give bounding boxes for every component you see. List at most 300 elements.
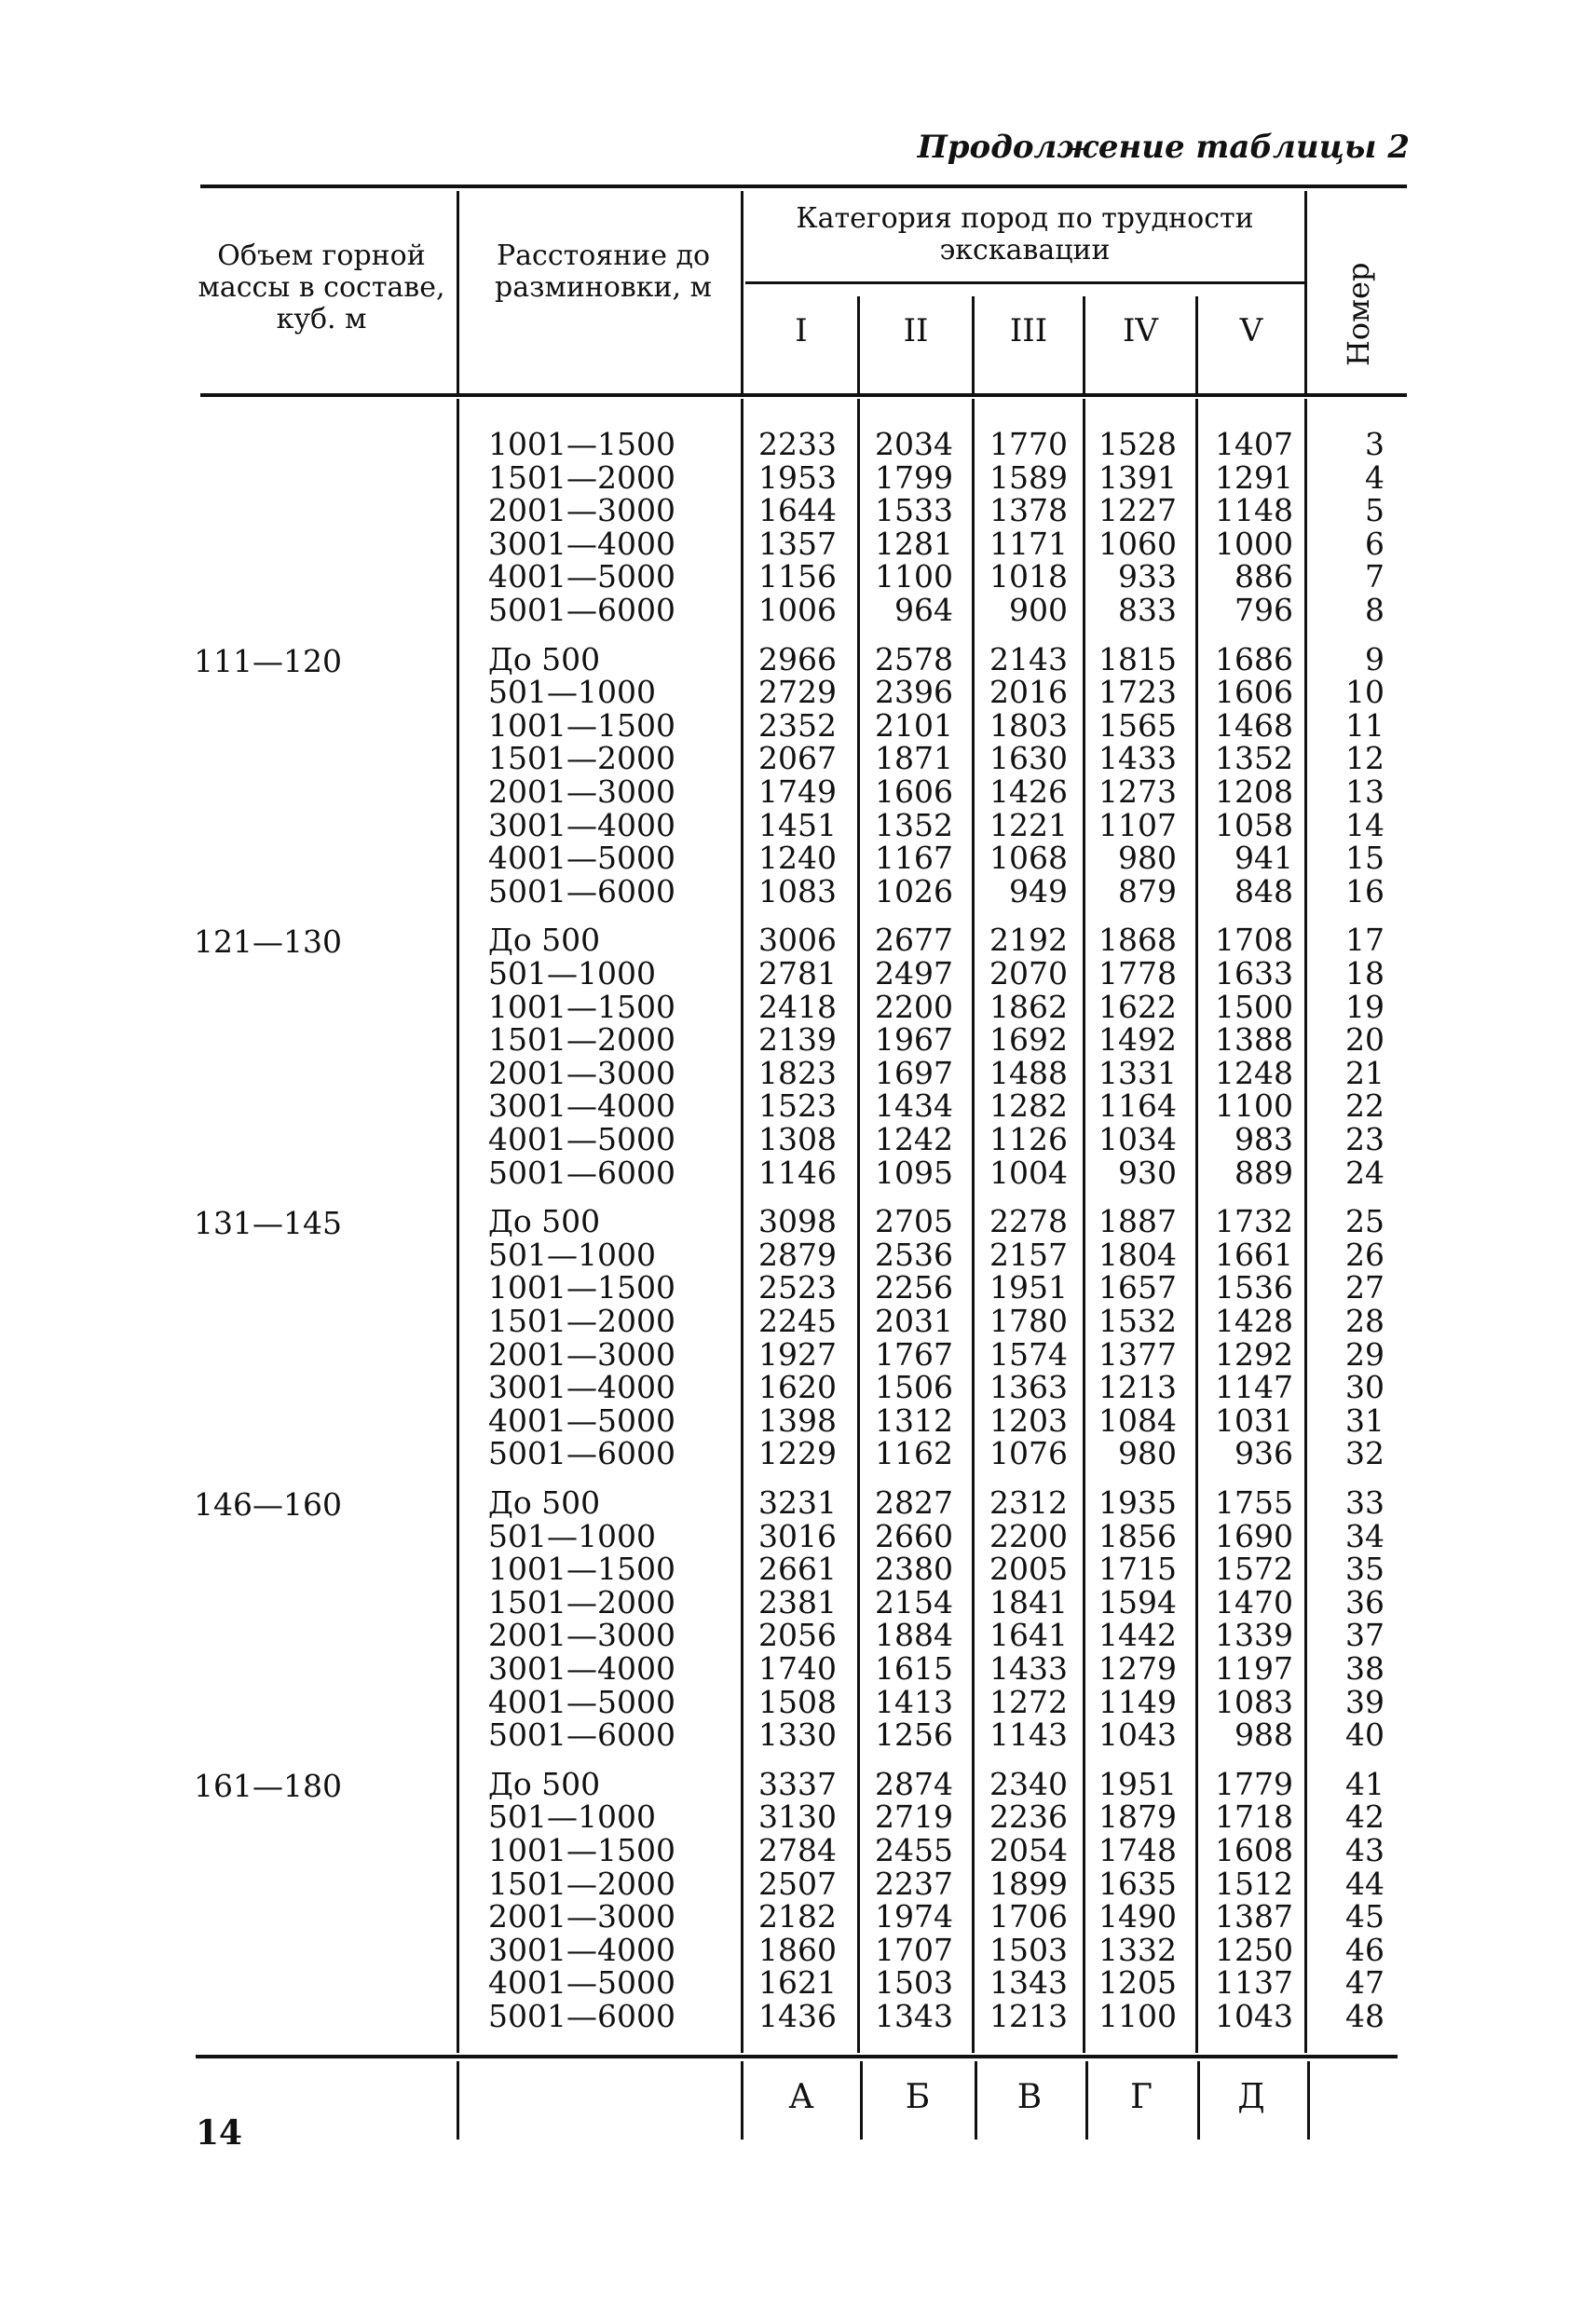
cat-3-cell: 1213 (989, 1998, 1068, 2034)
distance-cell: 1001—1500 (488, 1551, 675, 1588)
body-bottom-rule (196, 2055, 1398, 2058)
cat-1-cell: 2233 (758, 426, 837, 462)
cat-2-cell: 2237 (875, 1865, 953, 1902)
cat-1-cell: 1308 (758, 1121, 837, 1157)
cat-3-cell: 1126 (989, 1121, 1068, 1157)
cat-1-cell: 1240 (758, 840, 837, 877)
cat-3-cell: 2236 (989, 1798, 1068, 1836)
cat-2-cell: 1162 (875, 1435, 953, 1472)
cat-4-cell: 879 (1118, 872, 1177, 909)
group-volume-label: 131—145 (194, 1205, 342, 1242)
distance-cell: 1001—1500 (488, 988, 675, 1025)
distance-cell: 5001—6000 (488, 1716, 675, 1754)
cat-2-cell: 964 (894, 592, 953, 628)
number-cell: 35 (1345, 1551, 1385, 1588)
cat-2-cell: 2497 (875, 955, 953, 991)
footer-divider-1 (457, 2061, 459, 2140)
cat-1-cell: 2523 (758, 1269, 837, 1306)
cat-1-cell: 1398 (758, 1402, 837, 1439)
cat-1-cell: 2245 (758, 1303, 837, 1339)
cat-2-cell: 2034 (875, 426, 953, 462)
header-cat-5: V (1239, 312, 1263, 349)
number-cell: 28 (1345, 1303, 1385, 1339)
cat-3-cell: 1221 (989, 806, 1068, 843)
cat-2-cell: 1799 (875, 458, 953, 496)
cat-5-cell: 1387 (1215, 1898, 1293, 1935)
cat-2-cell: 1967 (875, 1021, 953, 1059)
distance-cell: 5001—6000 (488, 872, 675, 909)
header-distance: Расстояние до разминовки, м (495, 239, 712, 304)
cat-5-cell: 1339 (1215, 1617, 1293, 1654)
cat-4-cell: 1723 (1098, 674, 1177, 711)
cat-5-cell: 1661 (1215, 1236, 1293, 1273)
distance-cell: 1501—2000 (488, 1583, 675, 1620)
table-row (0, 1305, 1596, 1338)
number-cell: 5 (1365, 492, 1385, 529)
distance-cell: 1501—2000 (488, 458, 675, 496)
cat-4-cell: 1528 (1098, 426, 1177, 462)
distance-cell: 2001—3000 (488, 1617, 675, 1654)
cat-3-cell: 1018 (989, 558, 1068, 595)
cat-2-cell: 1413 (875, 1683, 953, 1720)
group-volume-label: 146—160 (194, 1486, 342, 1523)
cat-3-cell: 1630 (989, 740, 1068, 777)
table-row (0, 742, 1596, 775)
cat-3-cell: 1803 (989, 706, 1068, 744)
cat-5-cell: 1248 (1215, 1054, 1293, 1091)
cat-4-cell: 1377 (1098, 1335, 1177, 1373)
cat-5-cell: 1352 (1215, 740, 1293, 777)
distance-cell: 3001—4000 (488, 1931, 675, 1968)
cat-5-cell: 1043 (1215, 1998, 1293, 2034)
cat-2-cell: 1242 (875, 1121, 953, 1157)
cat-5-cell: 983 (1235, 1121, 1293, 1157)
cat-2-cell: 2677 (875, 922, 953, 959)
number-cell: 11 (1345, 706, 1385, 744)
distance-cell: 2001—3000 (488, 492, 675, 529)
cat-3-cell: 1574 (989, 1335, 1068, 1373)
number-cell: 42 (1345, 1798, 1385, 1836)
table-row (0, 1683, 1596, 1720)
cat-4-cell: 1060 (1098, 525, 1177, 562)
cat-1-cell: 2879 (758, 1236, 837, 1273)
cat-3-cell: 1426 (989, 773, 1068, 810)
footer-divider-2 (741, 2061, 743, 2140)
distance-cell: 5001—6000 (488, 592, 675, 628)
footer-letter-g: Г (1130, 2078, 1153, 2116)
cat-3-cell: 1272 (989, 1683, 1068, 1720)
cat-3-cell: 1433 (989, 1650, 1068, 1687)
cat-4-cell: 1273 (1098, 773, 1177, 810)
distance-cell: 4001—5000 (488, 1683, 675, 1720)
number-cell: 32 (1345, 1435, 1385, 1472)
cat-4-cell: 1164 (1098, 1087, 1177, 1125)
distance-cell: До 500 (488, 922, 601, 959)
number-cell: 9 (1365, 640, 1385, 677)
cat-2-cell: 2874 (875, 1765, 953, 1802)
cat-1-cell: 3098 (758, 1203, 837, 1240)
cat-2-cell: 2827 (875, 1484, 953, 1521)
number-cell: 15 (1345, 840, 1385, 877)
group-volume-label: 121—130 (194, 923, 342, 961)
cat-4-cell: 1778 (1098, 955, 1177, 991)
cat-1-cell: 1644 (758, 492, 837, 529)
number-cell: 26 (1345, 1236, 1385, 1273)
table-row (0, 957, 1596, 991)
cat-3-cell: 1068 (989, 840, 1068, 877)
cat-4-cell: 1433 (1098, 740, 1177, 777)
page-number: 14 (196, 2113, 243, 2153)
cat-2-cell: 2031 (875, 1303, 953, 1339)
cat-1-cell: 1620 (758, 1369, 837, 1406)
number-cell: 37 (1345, 1617, 1385, 1654)
distance-cell: 1501—2000 (488, 1021, 675, 1059)
footer-letter-v: В (1016, 2078, 1043, 2116)
table-row (0, 1271, 1596, 1305)
cat-1-cell: 1436 (758, 1998, 837, 2034)
number-cell: 45 (1345, 1898, 1385, 1935)
cat-4-cell: 1594 (1098, 1583, 1177, 1620)
table-row (0, 1966, 1596, 2000)
cat-2-cell: 2578 (875, 640, 953, 677)
distance-cell: 1501—2000 (488, 1303, 675, 1339)
number-cell: 29 (1345, 1335, 1385, 1373)
cat-5-cell: 889 (1235, 1154, 1293, 1191)
cat-5-cell: 1732 (1215, 1203, 1293, 1240)
distance-cell: 501—1000 (488, 674, 656, 711)
cat-1-cell: 2352 (758, 706, 837, 744)
cat-3-cell: 2005 (989, 1551, 1068, 1588)
cat-1-cell: 1156 (758, 558, 837, 595)
header-volume: Объем горной массы в составе, куб. м (198, 239, 445, 335)
cat-1-cell: 3016 (758, 1517, 837, 1554)
number-cell: 23 (1345, 1121, 1385, 1157)
cat-3-cell: 1363 (989, 1369, 1068, 1406)
cat-2-cell: 1343 (875, 1998, 953, 2034)
cat-4-cell: 1149 (1098, 1683, 1177, 1720)
table-row (0, 1089, 1596, 1123)
cat-2-cell: 2200 (875, 988, 953, 1025)
cat-2-cell: 1503 (875, 1964, 953, 2002)
cat-2-cell: 1026 (875, 872, 953, 909)
category-underline (745, 281, 1304, 284)
cat-5-cell: 1208 (1215, 773, 1293, 810)
number-cell: 18 (1345, 955, 1385, 991)
cat-3-cell: 2143 (989, 640, 1068, 677)
cat-1-cell: 1523 (758, 1087, 837, 1125)
cat-3-cell: 1770 (989, 426, 1068, 462)
number-cell: 20 (1345, 1021, 1385, 1059)
cat-4-cell: 1887 (1098, 1203, 1177, 1240)
cat-5-cell: 1755 (1215, 1484, 1293, 1521)
number-cell: 25 (1345, 1203, 1385, 1240)
distance-cell: До 500 (488, 640, 601, 677)
cat-5-cell: 1031 (1215, 1402, 1293, 1439)
distance-cell: До 500 (488, 1203, 601, 1240)
footer-divider-3 (860, 2061, 863, 2140)
cat-5-cell: 1468 (1215, 706, 1293, 744)
number-cell: 47 (1345, 1964, 1385, 2002)
footer-letter-a: А (788, 2078, 814, 2116)
table-row (0, 1156, 1596, 1190)
cat-2-cell: 1434 (875, 1087, 953, 1125)
cat-1-cell: 2418 (758, 988, 837, 1025)
distance-cell: 5001—6000 (488, 1154, 675, 1191)
cat-1-cell: 2784 (758, 1832, 837, 1868)
cat-2-cell: 1167 (875, 840, 953, 877)
cat-1-cell: 1357 (758, 525, 837, 562)
cat-3-cell: 1862 (989, 988, 1068, 1025)
table-row (0, 1931, 1596, 1968)
cat-3-cell: 1503 (989, 1931, 1068, 1968)
cat-3-cell: 2054 (989, 1832, 1068, 1868)
col-divider-6 (1304, 191, 1307, 393)
cat-4-cell: 1331 (1098, 1054, 1177, 1091)
distance-cell: 4001—5000 (488, 558, 675, 595)
distance-cell: 2001—3000 (488, 1898, 675, 1935)
distance-cell: 1001—1500 (488, 1832, 675, 1868)
number-cell: 39 (1345, 1683, 1385, 1720)
cat-1-cell: 1823 (758, 1054, 837, 1091)
cat-3-cell: 1641 (989, 1617, 1068, 1654)
cat-5-cell: 1779 (1215, 1765, 1293, 1802)
cat-3-cell: 1171 (989, 525, 1068, 562)
cat-2-cell: 2380 (875, 1551, 953, 1588)
cat-1-cell: 1927 (758, 1335, 837, 1373)
distance-cell: 4001—5000 (488, 1121, 675, 1157)
cat-4-cell: 833 (1118, 592, 1177, 628)
cat-2-cell: 2154 (875, 1583, 953, 1620)
header-cat-4: IV (1123, 312, 1158, 349)
cat-4-cell: 1804 (1098, 1236, 1177, 1273)
table-row (0, 560, 1596, 594)
cat-4-cell: 1868 (1098, 922, 1177, 959)
table-row (0, 988, 1596, 1025)
cat-4-cell: 1635 (1098, 1865, 1177, 1902)
cat-2-cell: 1312 (875, 1402, 953, 1439)
footer-divider-5 (1085, 2061, 1088, 2140)
table-row (0, 1583, 1596, 1620)
distance-cell: До 500 (488, 1484, 601, 1521)
header-bottom-rule (200, 393, 1407, 397)
cat-2-cell: 1281 (875, 525, 953, 562)
number-cell: 12 (1345, 740, 1385, 777)
cat-2-cell: 1506 (875, 1369, 953, 1406)
cat-1-cell: 1749 (758, 773, 837, 810)
cat-3-cell: 1692 (989, 1021, 1068, 1059)
cat-5-cell: 1100 (1215, 1087, 1293, 1125)
cat-2-cell: 1974 (875, 1898, 953, 1935)
cat-1-cell: 2729 (758, 674, 837, 711)
cat-1-cell: 3130 (758, 1798, 837, 1836)
cat-3-cell: 2016 (989, 674, 1068, 711)
cat-5-cell: 1083 (1215, 1683, 1293, 1720)
table-row (0, 428, 1596, 461)
distance-cell: До 500 (488, 1765, 601, 1802)
table-row (0, 841, 1596, 875)
table-row (0, 1652, 1596, 1686)
cat-5-cell: 1512 (1215, 1865, 1293, 1902)
distance-cell: 5001—6000 (488, 1435, 675, 1472)
cat-4-cell: 1565 (1098, 706, 1177, 744)
cat-2-cell: 1697 (875, 1054, 953, 1091)
distance-cell: 1501—2000 (488, 1865, 675, 1902)
number-cell: 3 (1365, 426, 1385, 462)
number-cell: 41 (1345, 1765, 1385, 1802)
cat-1-cell: 2182 (758, 1898, 837, 1935)
number-cell: 38 (1345, 1650, 1385, 1687)
cat-4-cell: 1279 (1098, 1650, 1177, 1687)
cat-2-cell: 2719 (875, 1798, 953, 1836)
cat-4-cell: 1748 (1098, 1832, 1177, 1868)
table-row (0, 1335, 1596, 1373)
cat-4-cell: 1034 (1098, 1121, 1177, 1157)
cat-1-cell: 3337 (758, 1765, 837, 1802)
table-row (0, 1867, 1596, 1901)
number-cell: 48 (1345, 1998, 1385, 2034)
table-row (0, 594, 1596, 627)
cat-2-cell: 2536 (875, 1236, 953, 1273)
table-caption: Продолжение таблицы 2 (917, 129, 1410, 166)
footer-letter-b: Б (905, 2078, 931, 2116)
distance-cell: 1001—1500 (488, 1269, 675, 1306)
cat-4-cell: 1227 (1098, 492, 1177, 529)
table-row (0, 1718, 1596, 1752)
cat-4-cell: 1951 (1098, 1765, 1177, 1802)
cat-3-cell: 2312 (989, 1484, 1068, 1521)
cat-4-cell: 1084 (1098, 1402, 1177, 1439)
cat-5-cell: 1686 (1215, 640, 1293, 677)
cat-4-cell: 1715 (1098, 1551, 1177, 1588)
cat-2-cell: 1615 (875, 1650, 953, 1687)
number-cell: 8 (1365, 592, 1385, 628)
cat-5-cell: 1000 (1215, 525, 1293, 562)
cat-5-cell: 796 (1235, 592, 1293, 628)
cat-3-cell: 1951 (989, 1269, 1068, 1306)
cat-1-cell: 1229 (758, 1435, 837, 1472)
distance-cell: 3001—4000 (488, 1650, 675, 1687)
header-cat-3: III (1009, 312, 1048, 349)
cat-5-cell: 1470 (1215, 1583, 1293, 1620)
cat-3-cell: 1706 (989, 1898, 1068, 1935)
cat-2-cell: 2101 (875, 706, 953, 744)
cat-3-cell: 2278 (989, 1203, 1068, 1240)
cat-4-cell: 1391 (1098, 458, 1177, 496)
cat-5-cell: 1608 (1215, 1832, 1293, 1868)
number-cell: 14 (1345, 806, 1385, 843)
cat-5-cell: 1428 (1215, 1303, 1293, 1339)
cat-1-cell: 1451 (758, 806, 837, 843)
cat-3-cell: 949 (1009, 872, 1068, 909)
cat-5-cell: 1250 (1215, 1931, 1293, 1968)
cat-4-cell: 1856 (1098, 1517, 1177, 1554)
number-cell: 44 (1345, 1865, 1385, 1902)
distance-cell: 501—1000 (488, 1517, 656, 1554)
header-cat-2: II (903, 312, 929, 349)
cat-3-cell: 1899 (989, 1865, 1068, 1902)
number-cell: 30 (1345, 1369, 1385, 1406)
cat-4-cell: 1213 (1098, 1369, 1177, 1406)
number-cell: 13 (1345, 773, 1385, 810)
cat-2-cell: 1095 (875, 1154, 953, 1191)
table-row (0, 1023, 1596, 1057)
cat-1-cell: 1508 (758, 1683, 837, 1720)
cat-2-cell: 2256 (875, 1269, 953, 1306)
table-row (0, 706, 1596, 744)
cat-4-cell: 1532 (1098, 1303, 1177, 1339)
cat-2-cell: 1707 (875, 1931, 953, 1968)
cat-5-cell: 848 (1235, 872, 1293, 909)
cat-5-cell: 988 (1235, 1716, 1293, 1754)
distance-cell: 3001—4000 (488, 525, 675, 562)
header-category: Категория пород по трудности экскавации (796, 202, 1254, 267)
cat-4-cell: 1205 (1098, 1964, 1177, 2002)
distance-cell: 3001—4000 (488, 806, 675, 843)
cat-1-cell: 2966 (758, 640, 837, 677)
cat-4-cell: 1043 (1098, 1716, 1177, 1754)
cat-2-cell: 1871 (875, 740, 953, 777)
cat-2-cell: 2660 (875, 1517, 953, 1554)
distance-cell: 1001—1500 (488, 706, 675, 744)
header-cat-1: I (795, 312, 808, 349)
cat-5-cell: 1137 (1215, 1964, 1293, 2002)
cat-5-cell: 1708 (1215, 922, 1293, 959)
number-cell: 46 (1345, 1931, 1385, 1968)
table-row (0, 1404, 1596, 1438)
table-row (0, 1437, 1596, 1470)
number-cell: 33 (1345, 1484, 1385, 1521)
footer-divider-7 (1307, 2061, 1310, 2140)
cat-1-cell: 2781 (758, 955, 837, 991)
cat-3-cell: 1343 (989, 1964, 1068, 2002)
cat-4-cell: 1622 (1098, 988, 1177, 1025)
table-row (0, 676, 1596, 709)
distance-cell: 3001—4000 (488, 1369, 675, 1406)
top-rule (200, 185, 1407, 188)
cat-1-cell: 3231 (758, 1484, 837, 1521)
cat-3-cell: 2157 (989, 1236, 1068, 1273)
cat-3-cell: 1004 (989, 1154, 1068, 1191)
table-row (0, 527, 1596, 561)
distance-cell: 501—1000 (488, 1798, 656, 1836)
cat-1-cell: 2056 (758, 1617, 837, 1654)
cat-4-cell: 933 (1118, 558, 1177, 595)
cat-2-cell: 1100 (875, 558, 953, 595)
table-row (0, 1371, 1596, 1404)
distance-cell: 4001—5000 (488, 840, 675, 877)
cat-3-cell: 1488 (989, 1054, 1068, 1091)
cat-4-cell: 930 (1118, 1154, 1177, 1191)
cat-5-cell: 1407 (1215, 426, 1293, 462)
distance-cell: 3001—4000 (488, 1087, 675, 1125)
col-divider-1 (457, 191, 459, 393)
table-row (0, 1900, 1596, 1934)
cat-2-cell: 2705 (875, 1203, 953, 1240)
table-row (0, 1517, 1596, 1554)
cat-1-cell: 1953 (758, 458, 837, 496)
cat-5-cell: 1197 (1215, 1650, 1293, 1687)
cat-4-cell: 1100 (1098, 1998, 1177, 2034)
number-cell: 19 (1345, 988, 1385, 1025)
footer-letter-d: Д (1237, 2078, 1265, 2116)
cat-5-cell: 1388 (1215, 1021, 1293, 1059)
cat-5-cell: 1291 (1215, 458, 1293, 496)
cat-3-cell: 1143 (989, 1716, 1068, 1754)
cat-1-cell: 1006 (758, 592, 837, 628)
cat-4-cell: 1815 (1098, 640, 1177, 677)
number-cell: 31 (1345, 1402, 1385, 1439)
distance-cell: 501—1000 (488, 1236, 656, 1273)
